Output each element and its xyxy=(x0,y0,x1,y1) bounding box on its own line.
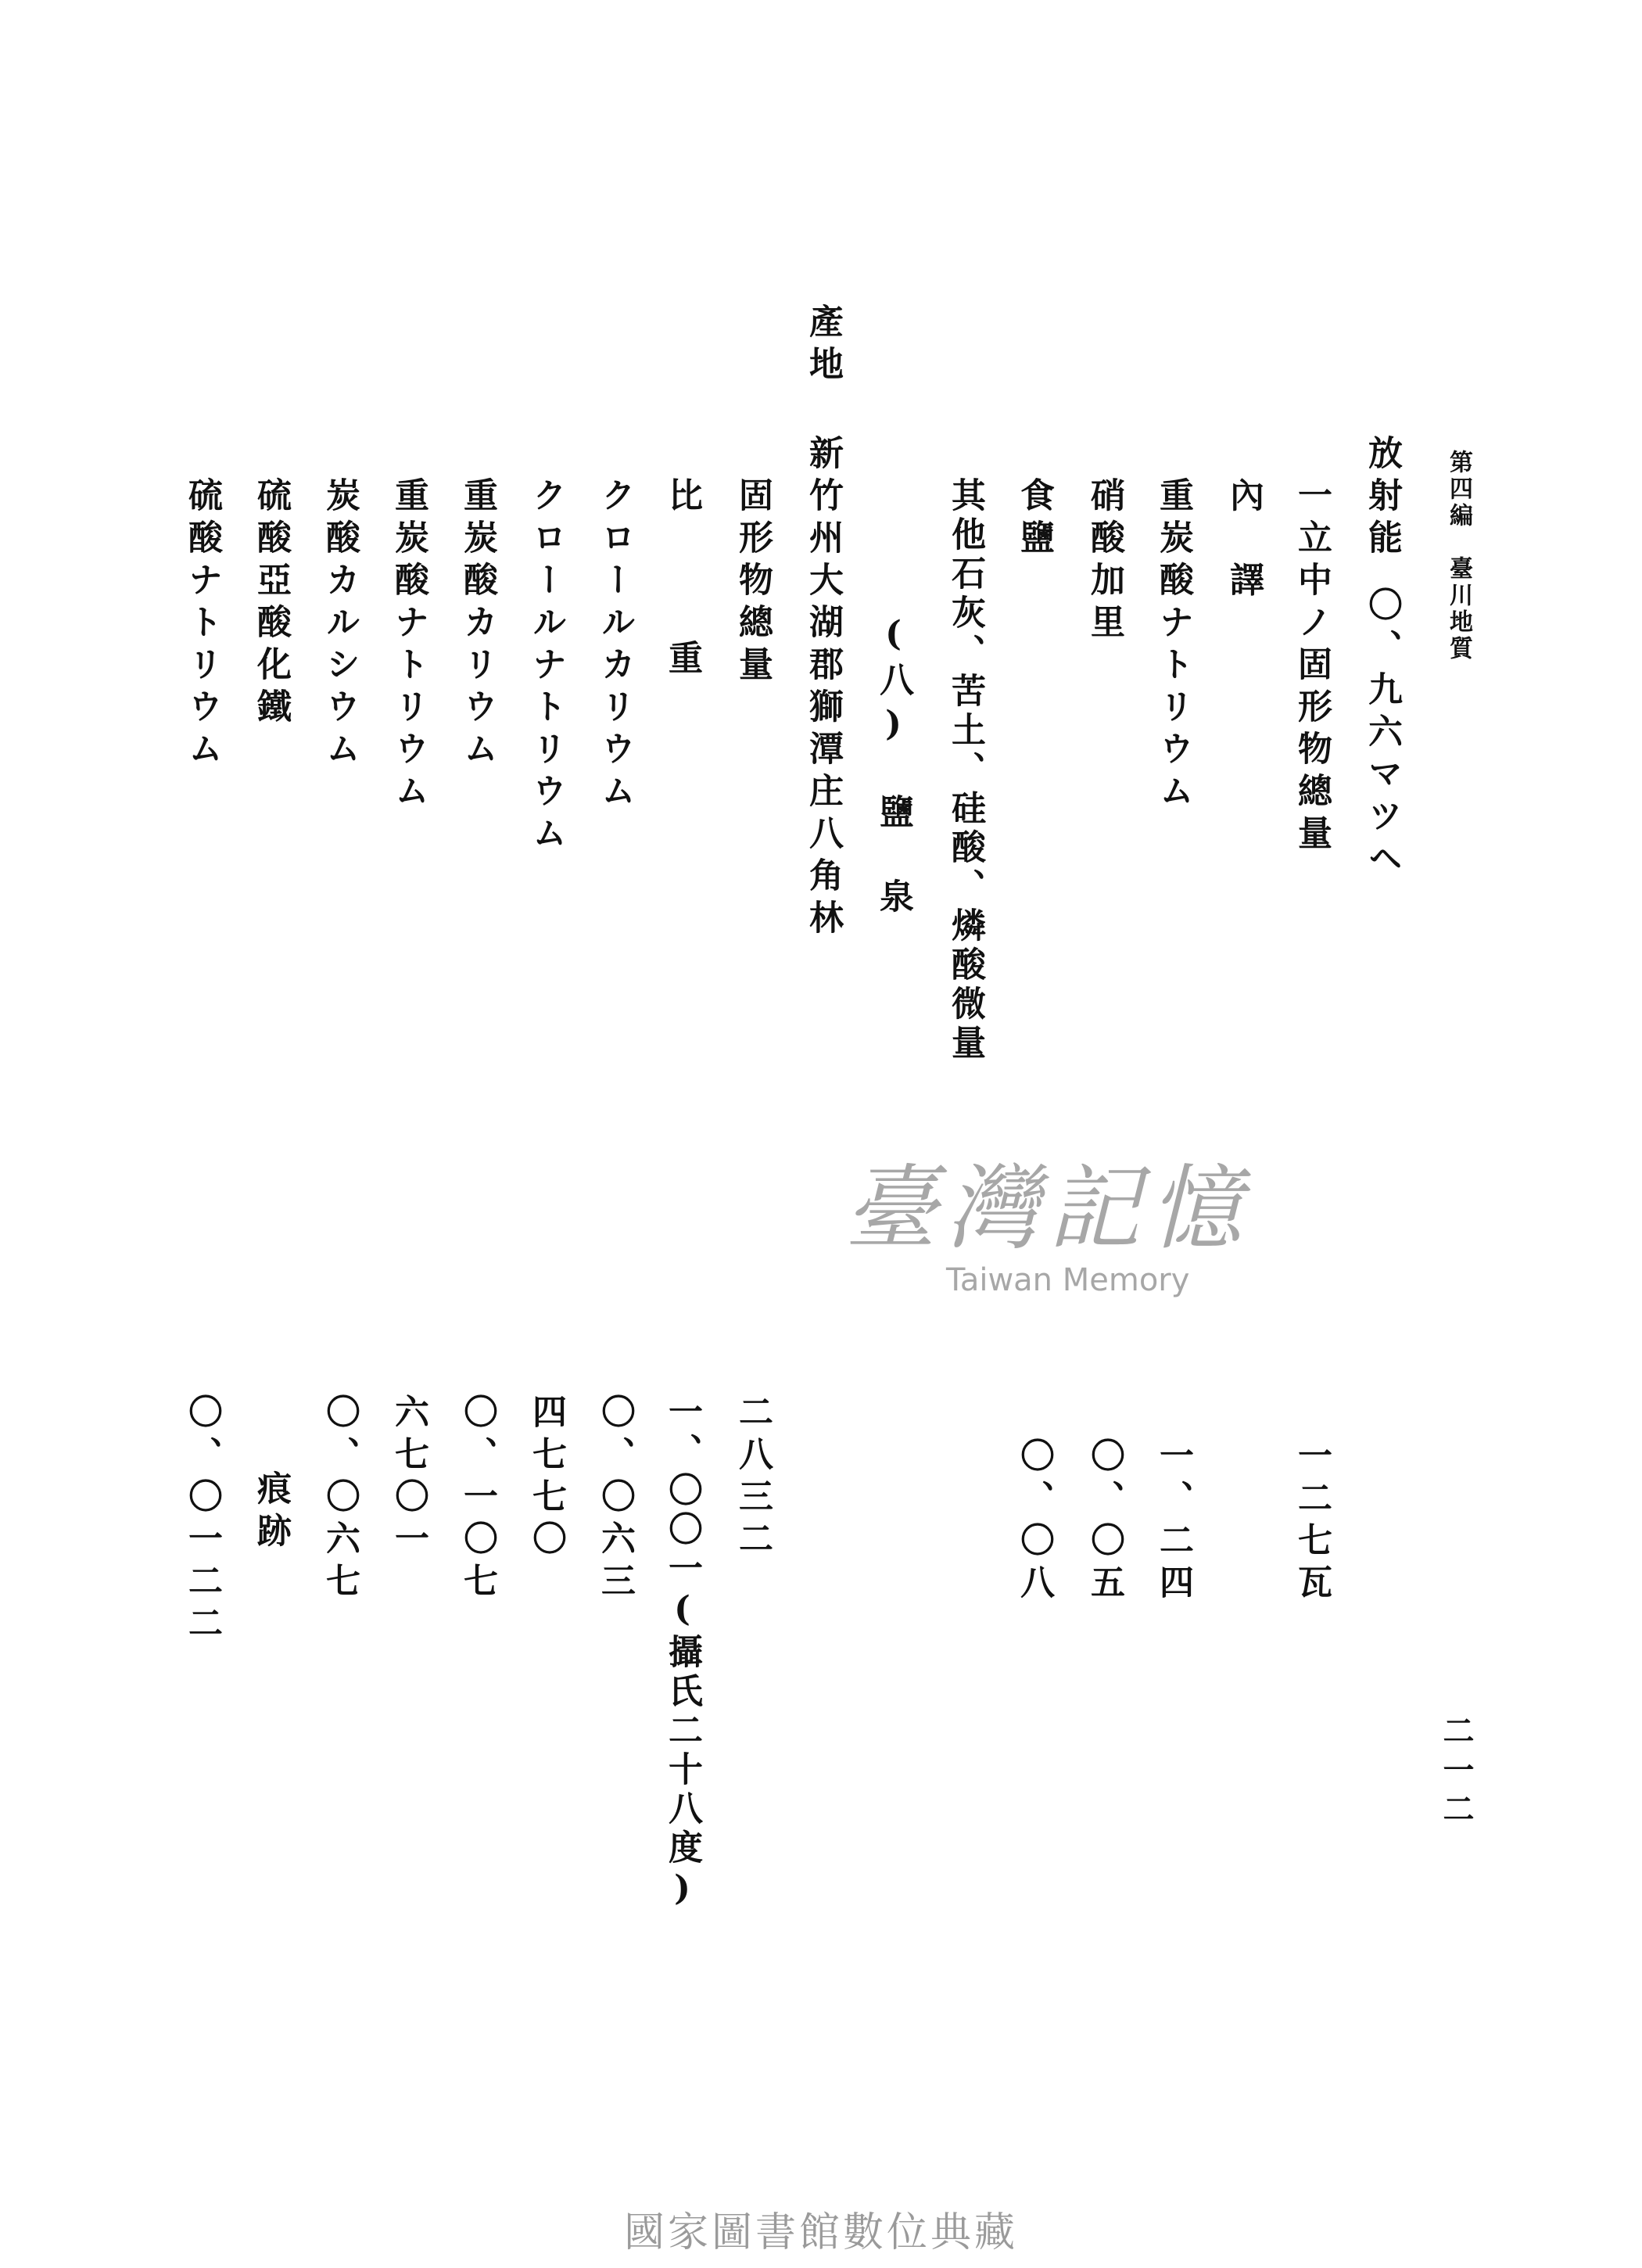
label-sodium-chloride: クロールナトリウム xyxy=(526,477,566,857)
label-potassium-chloride: クロールカリウム xyxy=(595,477,635,815)
value-sodium-bicarbonate: 一、二四 xyxy=(1153,1437,1193,1606)
footer-credit: 國家圖書館數位典藏 xyxy=(623,2209,1018,2256)
page-number: 二一二 xyxy=(1438,1714,1475,1832)
value-potassium-chloride: 〇、〇六三 xyxy=(595,1394,635,1605)
origin-label: 產地 xyxy=(803,303,843,388)
label-others: 其他石灰、苦土、硅酸、燐酸微量 xyxy=(945,477,985,1064)
value-ferrous-sulfate: 痕跡 xyxy=(251,1470,291,1555)
value-solid-total: 一二七瓦 xyxy=(1292,1437,1332,1606)
value-specific-gravity: 一、〇〇一(攝氏二十八度) xyxy=(662,1394,702,1913)
value-sodium-chloride: 四七七〇 xyxy=(526,1394,566,1563)
label-salt: 食鹽 xyxy=(1014,477,1054,562)
section-title: (八) 鹽 泉 xyxy=(873,614,913,920)
value-potassium-nitrate: 〇、〇五 xyxy=(1085,1437,1124,1606)
watermark xyxy=(813,1134,1282,1298)
value-sodium-bicarbonate-2: 六七〇一 xyxy=(389,1394,428,1563)
chapter-header: 第四編 臺川地質 xyxy=(1445,450,1472,662)
label-specific-gravity: 比 重 xyxy=(662,477,702,721)
value-sodium-sulfate: 〇、〇一二二 xyxy=(182,1394,222,1647)
label-sodium-sulfate: 硫酸ナトリウム xyxy=(182,477,222,773)
label-radioactivity: 放射能 xyxy=(1362,435,1402,562)
value-potassium-bicarbonate: 〇、一〇七 xyxy=(457,1394,497,1605)
origin-value: 新竹州大湖郡獅潭庄八角林 xyxy=(803,435,843,942)
label-potassium-nitrate: 硝酸加里 xyxy=(1085,477,1124,646)
label-sodium-bicarbonate-2: 重炭酸ナトリウム xyxy=(389,477,428,815)
label-potassium-bicarbonate: 重炭酸カリウム xyxy=(457,477,497,773)
value-calcium-carbonate: 〇、〇六七 xyxy=(320,1394,360,1605)
label-breakdown: 內 譯 xyxy=(1224,477,1264,604)
value-radioactivity: 〇、九六マツヘ xyxy=(1362,587,1402,882)
label-calcium-carbonate: 炭酸カルシウム xyxy=(320,477,360,773)
value-solid-total-2: 二八三二 xyxy=(733,1394,773,1563)
label-solid-total-2: 固形物總量 xyxy=(733,477,773,688)
watermark-english: Taiwan Memory xyxy=(946,1262,1190,1298)
label-sodium-bicarbonate: 重炭酸ナトリウム xyxy=(1153,477,1193,815)
label-ferrous-sulfate: 硫酸亞酸化鐵 xyxy=(251,477,291,730)
label-solid-total: 一立中ノ固形物總量 xyxy=(1292,477,1332,857)
value-salt: 〇、〇八 xyxy=(1014,1437,1054,1606)
watermark-chinese: 臺灣記憶 xyxy=(844,1154,1251,1262)
